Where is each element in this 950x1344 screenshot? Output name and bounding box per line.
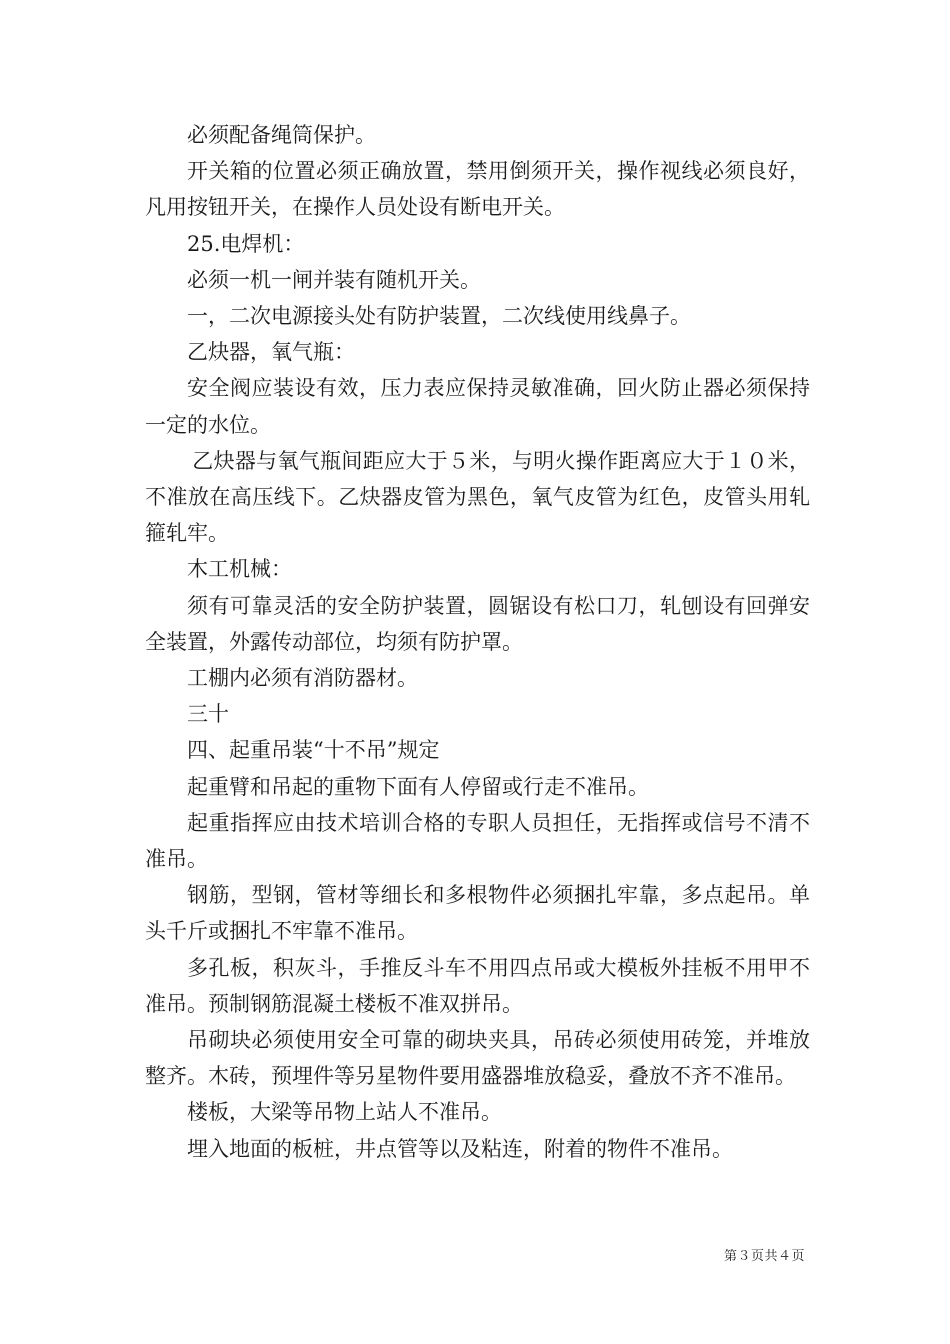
paragraph: 开关箱的位置必须正确放置，禁用倒须开关，操作视线必须良好，凡用按钮开关，在操作人员处设有断电开关。: [145, 159, 810, 220]
paragraph: 须有可靠灵活的安全防护装置，圆锯设有松口刀，轧刨设有回弹安全装置，外露传动部位，均须有防护罩。: [145, 593, 810, 654]
paragraph: 木工机械：: [187, 557, 292, 582]
paragraph: 必须配备绳筒保护。: [187, 123, 376, 147]
section-heading: 四、起重吊装“十不吊”规定: [187, 738, 440, 763]
paragraph: 楼板，大梁等吊物上站人不准吊。: [187, 1100, 502, 1125]
paragraph: 25.电焊机：: [187, 231, 305, 256]
paragraph: 三十: [187, 702, 229, 727]
paragraph: 乙炔器与氧气瓶间距应大于５米，与明火操作距离应大于１０米，不准放在高压线下。乙炔器皮管为黑色，氧气皮管为红色，皮管头用轧箍轧牢。: [145, 448, 810, 546]
paragraph: 起重指挥应由技术培训合格的专职人员担任，无指挥或信号不清不准吊。: [145, 810, 810, 872]
paragraph: 多孔板，积灰斗，手推反斗车不用四点吊或大模板外挂板不用甲不准吊。预制钢筋混凝土楼板不准双拼吊。: [145, 955, 810, 1016]
paragraph: 吊砌块必须使用安全可靠的砌块夹具，吊砖必须使用砖笼，并堆放整齐。木砖，预埋件等另星物件要用盛器堆放稳妥，叠放不齐不准吊。: [145, 1028, 810, 1089]
paragraph: 起重臂和吊起的重物下面有人停留或行走不准吊。: [187, 774, 649, 799]
page-number: 第３页共４页: [723, 1249, 805, 1264]
document-body: [145, 117, 810, 1167]
paragraph: 必须一机一闸并装有随机开关。: [187, 267, 481, 292]
paragraph: 钢筋，型钢，管材等细长和多根物件必须捆扎牢靠，多点起吊。单头千斤或捆扎不牢靠不准吊。: [145, 883, 810, 944]
paragraph: 一，二次电源接头处有防护装置，二次线使用线鼻子。: [187, 304, 691, 329]
paragraph: 乙炔器，氧气瓶：: [187, 340, 355, 365]
paragraph: 安全阀应装设有效，压力表应保持灵敏准确，回火防止器必须保持一定的水位。: [145, 376, 810, 437]
paragraph: 埋入地面的板桩，井点管等以及粘连，附着的物件不准吊。: [187, 1136, 733, 1161]
paragraph: 工棚内必须有消防器材。: [187, 666, 418, 691]
